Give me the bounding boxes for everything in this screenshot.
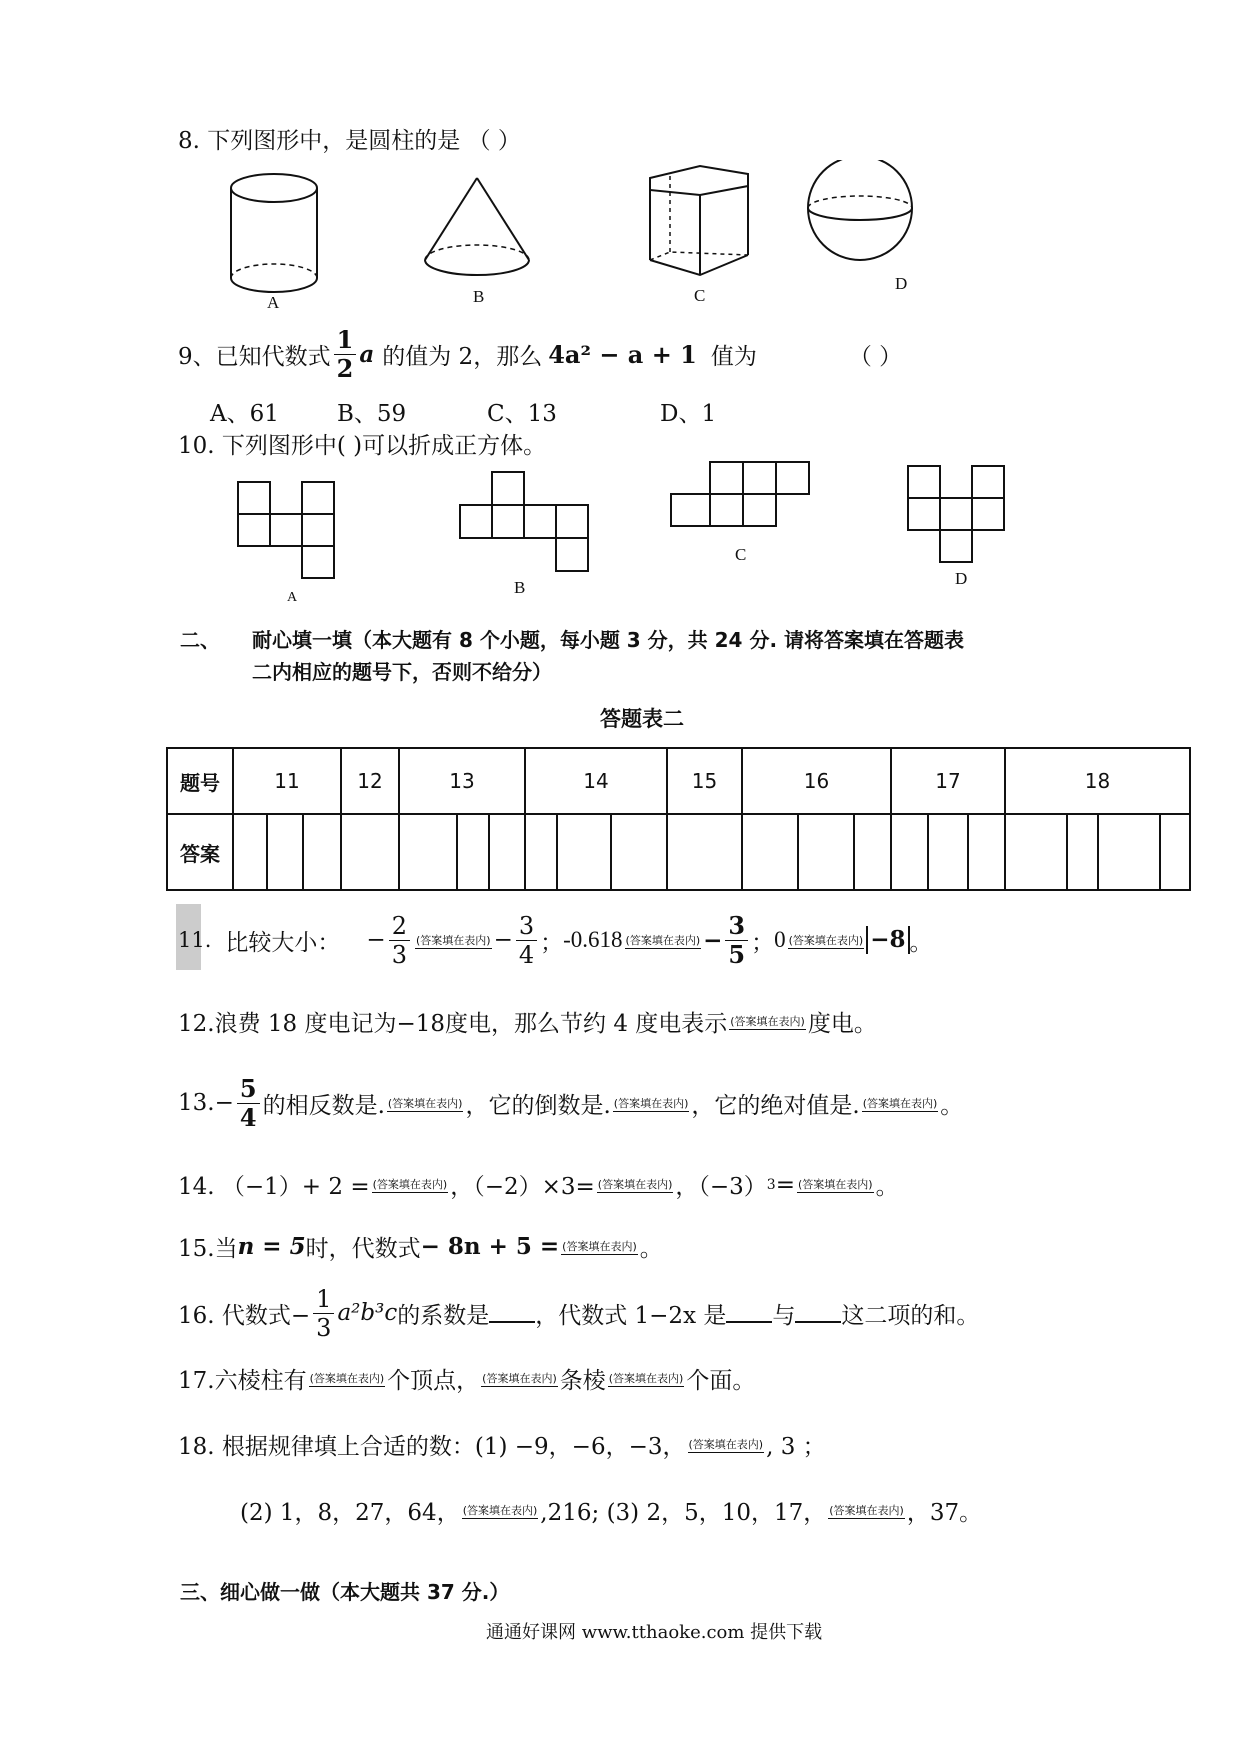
- q15-condition: n = 5: [237, 1233, 306, 1260]
- q8-text: 8. 下列图形中，是圆柱的是 （ ）: [178, 128, 521, 154]
- q11-frac1: $\frac{2}{3}$: [389, 914, 410, 967]
- table-number-14: 14: [525, 748, 667, 814]
- q12-blank: (答案填在表内): [730, 1015, 805, 1028]
- table-number-15: 15: [667, 748, 742, 814]
- q9-option-b: B、59: [337, 401, 407, 427]
- q11-frac4: $\frac{3}{5}$: [725, 914, 748, 967]
- answer-cell[interactable]: [489, 814, 525, 890]
- q10-text: 10. 下列图形中( )可以折成正方体。: [178, 433, 547, 459]
- q8-label-c: C: [694, 286, 706, 305]
- q18-blank-3: (答案填在表内): [829, 1504, 904, 1517]
- prism-figure: [650, 166, 748, 275]
- q15-line: 15.当 n = 5 时，代数式 − 8n + 5 = (答案填在表内) 。: [178, 1233, 663, 1262]
- q9-pre: 9、已知代数式: [178, 344, 331, 370]
- q16-fraction: $\frac{1}{3}$: [313, 1287, 334, 1340]
- answer-cell[interactable]: [1098, 814, 1160, 890]
- q9-mid: 的值为 2，那么: [382, 344, 543, 370]
- net-c: [671, 462, 809, 526]
- section2-line2: 二内相应的题号下，否则不给分）: [252, 660, 552, 684]
- q16-blank-2: [726, 1303, 772, 1323]
- section2-number: 二、: [180, 628, 220, 652]
- answer-cell[interactable]: [742, 814, 798, 890]
- answer-cell[interactable]: [457, 814, 489, 890]
- q15-expression: − 8n + 5 =: [420, 1233, 560, 1260]
- answer-cell[interactable]: [557, 814, 611, 890]
- q12-line: [178, 1005, 877, 1038]
- q8-label-d: D: [895, 274, 908, 293]
- q17-line: 17.六棱柱有 (答案填在表内) 个顶点， (答案填在表内) 条棱 (答案填在表内) 个面。: [178, 1368, 756, 1394]
- q12-pre: 12.浪费 18 度电记为−18度电，那么节约 4 度电表示: [178, 1011, 728, 1037]
- q10-cube-nets: [230, 460, 1030, 590]
- page-footer: 通通好课网 www.tthaoke.com 提供下载: [486, 1622, 823, 1643]
- q11-text: 比较大小：: [225, 929, 341, 956]
- net-a: [238, 482, 334, 578]
- sphere-figure: [808, 160, 912, 260]
- q11-number: 11.: [178, 928, 212, 952]
- q14-blank-3: (答案填在表内): [797, 1178, 873, 1191]
- q9-post: 值为: [710, 344, 757, 370]
- q13-blank-2: (答案填在表内): [613, 1096, 689, 1110]
- q11-value3: -0.618: [563, 927, 623, 952]
- q17-blank-3: (答案填在表内): [608, 1372, 684, 1385]
- q18-blank-2: (答案填在表内): [462, 1504, 538, 1517]
- q10-label-a: A: [287, 590, 298, 605]
- q8-label-a: A: [267, 293, 280, 312]
- q13-line: 13.− $\frac{5}{4}$ 的相反数是. (答案填在表内) ，它的倒数是. (答案填在表内) ，它的绝对值是. (答案填在表内) 。: [178, 1073, 964, 1132]
- q11-blank-1: (答案填在表内): [415, 933, 491, 947]
- q13-fraction: $\frac{5}{4}$: [237, 1077, 260, 1130]
- q11-blank-3: (答案填在表内): [788, 933, 864, 947]
- net-d: [908, 466, 1004, 562]
- answer-table-answer-row: [167, 814, 1190, 890]
- q10-label-b: B: [514, 578, 526, 597]
- table-number-13: 13: [399, 748, 525, 814]
- table-number-11: 11: [233, 748, 341, 814]
- q17-blank-2: (答案填在表内): [482, 1372, 557, 1385]
- section3-heading: 三、细心做一做（本大题共 37 分.）: [180, 1580, 510, 1604]
- q11-line: 11. 比较大小： − $\frac{2}{3}$ (答案填在表内) − $\frac{3}{4}$ ； -0.618 (答案填在表内) − $\frac{3}{5}$ ； 0 (答案填在表内) −8 。: [178, 910, 933, 969]
- table-number-12: 12: [341, 748, 399, 814]
- q13-blank-1: (答案填在表内): [387, 1096, 463, 1110]
- answer-cell[interactable]: [267, 814, 303, 890]
- q11-blank-2: (答案填在表内): [625, 933, 701, 947]
- q14-blank-1: (答案填在表内): [372, 1178, 448, 1191]
- answer-cell[interactable]: [928, 814, 968, 890]
- q9-fraction: $\frac{1}{2}$: [334, 328, 357, 381]
- q14-line: 14. （−1）+ 2 = (答案填在表内) ，（−2）×3= (答案填在表内) ，（−3） 3 = (答案填在表内) 。: [178, 1171, 899, 1200]
- answer-cell[interactable]: [303, 814, 341, 890]
- q12-post: 度电。: [807, 1011, 877, 1037]
- q11-abs: −8: [866, 926, 909, 954]
- q11-value5: 0: [774, 927, 786, 952]
- q8-figures: [200, 160, 980, 315]
- answer-cell[interactable]: [667, 814, 742, 890]
- answer-cell[interactable]: [1005, 814, 1067, 890]
- q9-option-c: C、13: [487, 401, 557, 427]
- table-number-16: 16: [742, 748, 891, 814]
- cylinder-figure: [231, 174, 317, 292]
- cone-figure: [425, 178, 529, 275]
- q15-blank: (答案填在表内): [562, 1240, 637, 1253]
- q16-monomial: a²b³c: [337, 1300, 398, 1326]
- answer-table-number-row: [167, 748, 1190, 814]
- answer-cell[interactable]: [1067, 814, 1098, 890]
- q10-label-d: D: [955, 569, 968, 588]
- table-label-number: 题号: [167, 748, 233, 814]
- table-label-answer: 答案: [167, 814, 233, 890]
- q9-expr: 4a² − a + 1: [548, 340, 697, 369]
- q17-blank-1: (答案填在表内): [309, 1372, 385, 1385]
- q8-label-b: B: [473, 287, 485, 306]
- answer-table-title: 答题表二: [600, 707, 684, 731]
- q10-label-c: C: [735, 545, 747, 564]
- answer-cell[interactable]: [1160, 814, 1190, 890]
- answer-cell[interactable]: [611, 814, 667, 890]
- answer-cell[interactable]: [798, 814, 854, 890]
- answer-cell[interactable]: [399, 814, 457, 890]
- q11-frac2: $\frac{3}{4}$: [516, 914, 537, 967]
- q13-blank-3: (答案填在表内): [862, 1096, 938, 1110]
- q14-blank-2: (答案填在表内): [597, 1178, 673, 1191]
- q16-blank-3: [795, 1303, 841, 1323]
- table-number-18: 18: [1005, 748, 1190, 814]
- net-b: [460, 472, 588, 571]
- q9-line: [178, 325, 903, 383]
- answer-cell[interactable]: [525, 814, 557, 890]
- q16-line: 16. 代数式− $\frac{1}{3}$ a²b³c 的系数是 ，代数式 1−2x 是 与 这二项的和。: [178, 1284, 980, 1342]
- q18-blank-1: (答案填在表内): [688, 1438, 764, 1451]
- q16-blank-1: [489, 1303, 535, 1323]
- q9-option-d: D、1: [660, 401, 717, 427]
- answer-table: [166, 747, 1191, 891]
- q9-paren: （ ）: [848, 344, 903, 370]
- q18-line2: (2) 1，8，27，64， (答案填在表内) ,216; (3) 2，5，10，17， (答案填在表内) ，37。: [240, 1500, 983, 1526]
- answer-cell[interactable]: [968, 814, 1005, 890]
- section2-line1: 耐心填一填（本大题有 8 个小题，每小题 3 分，共 24 分. 请将答案填在答题表: [252, 628, 965, 652]
- q9-option-a: A、61: [210, 401, 279, 427]
- answer-cell[interactable]: [891, 814, 928, 890]
- table-number-17: 17: [891, 748, 1005, 814]
- answer-cell[interactable]: [233, 814, 267, 890]
- q9-var: a: [359, 341, 375, 368]
- answer-cell[interactable]: [854, 814, 891, 890]
- answer-cell[interactable]: [341, 814, 399, 890]
- q18-line1: 18. 根据规律填上合适的数：(1) −9，−6，−3， (答案填在表内) , 3 ；: [178, 1434, 826, 1460]
